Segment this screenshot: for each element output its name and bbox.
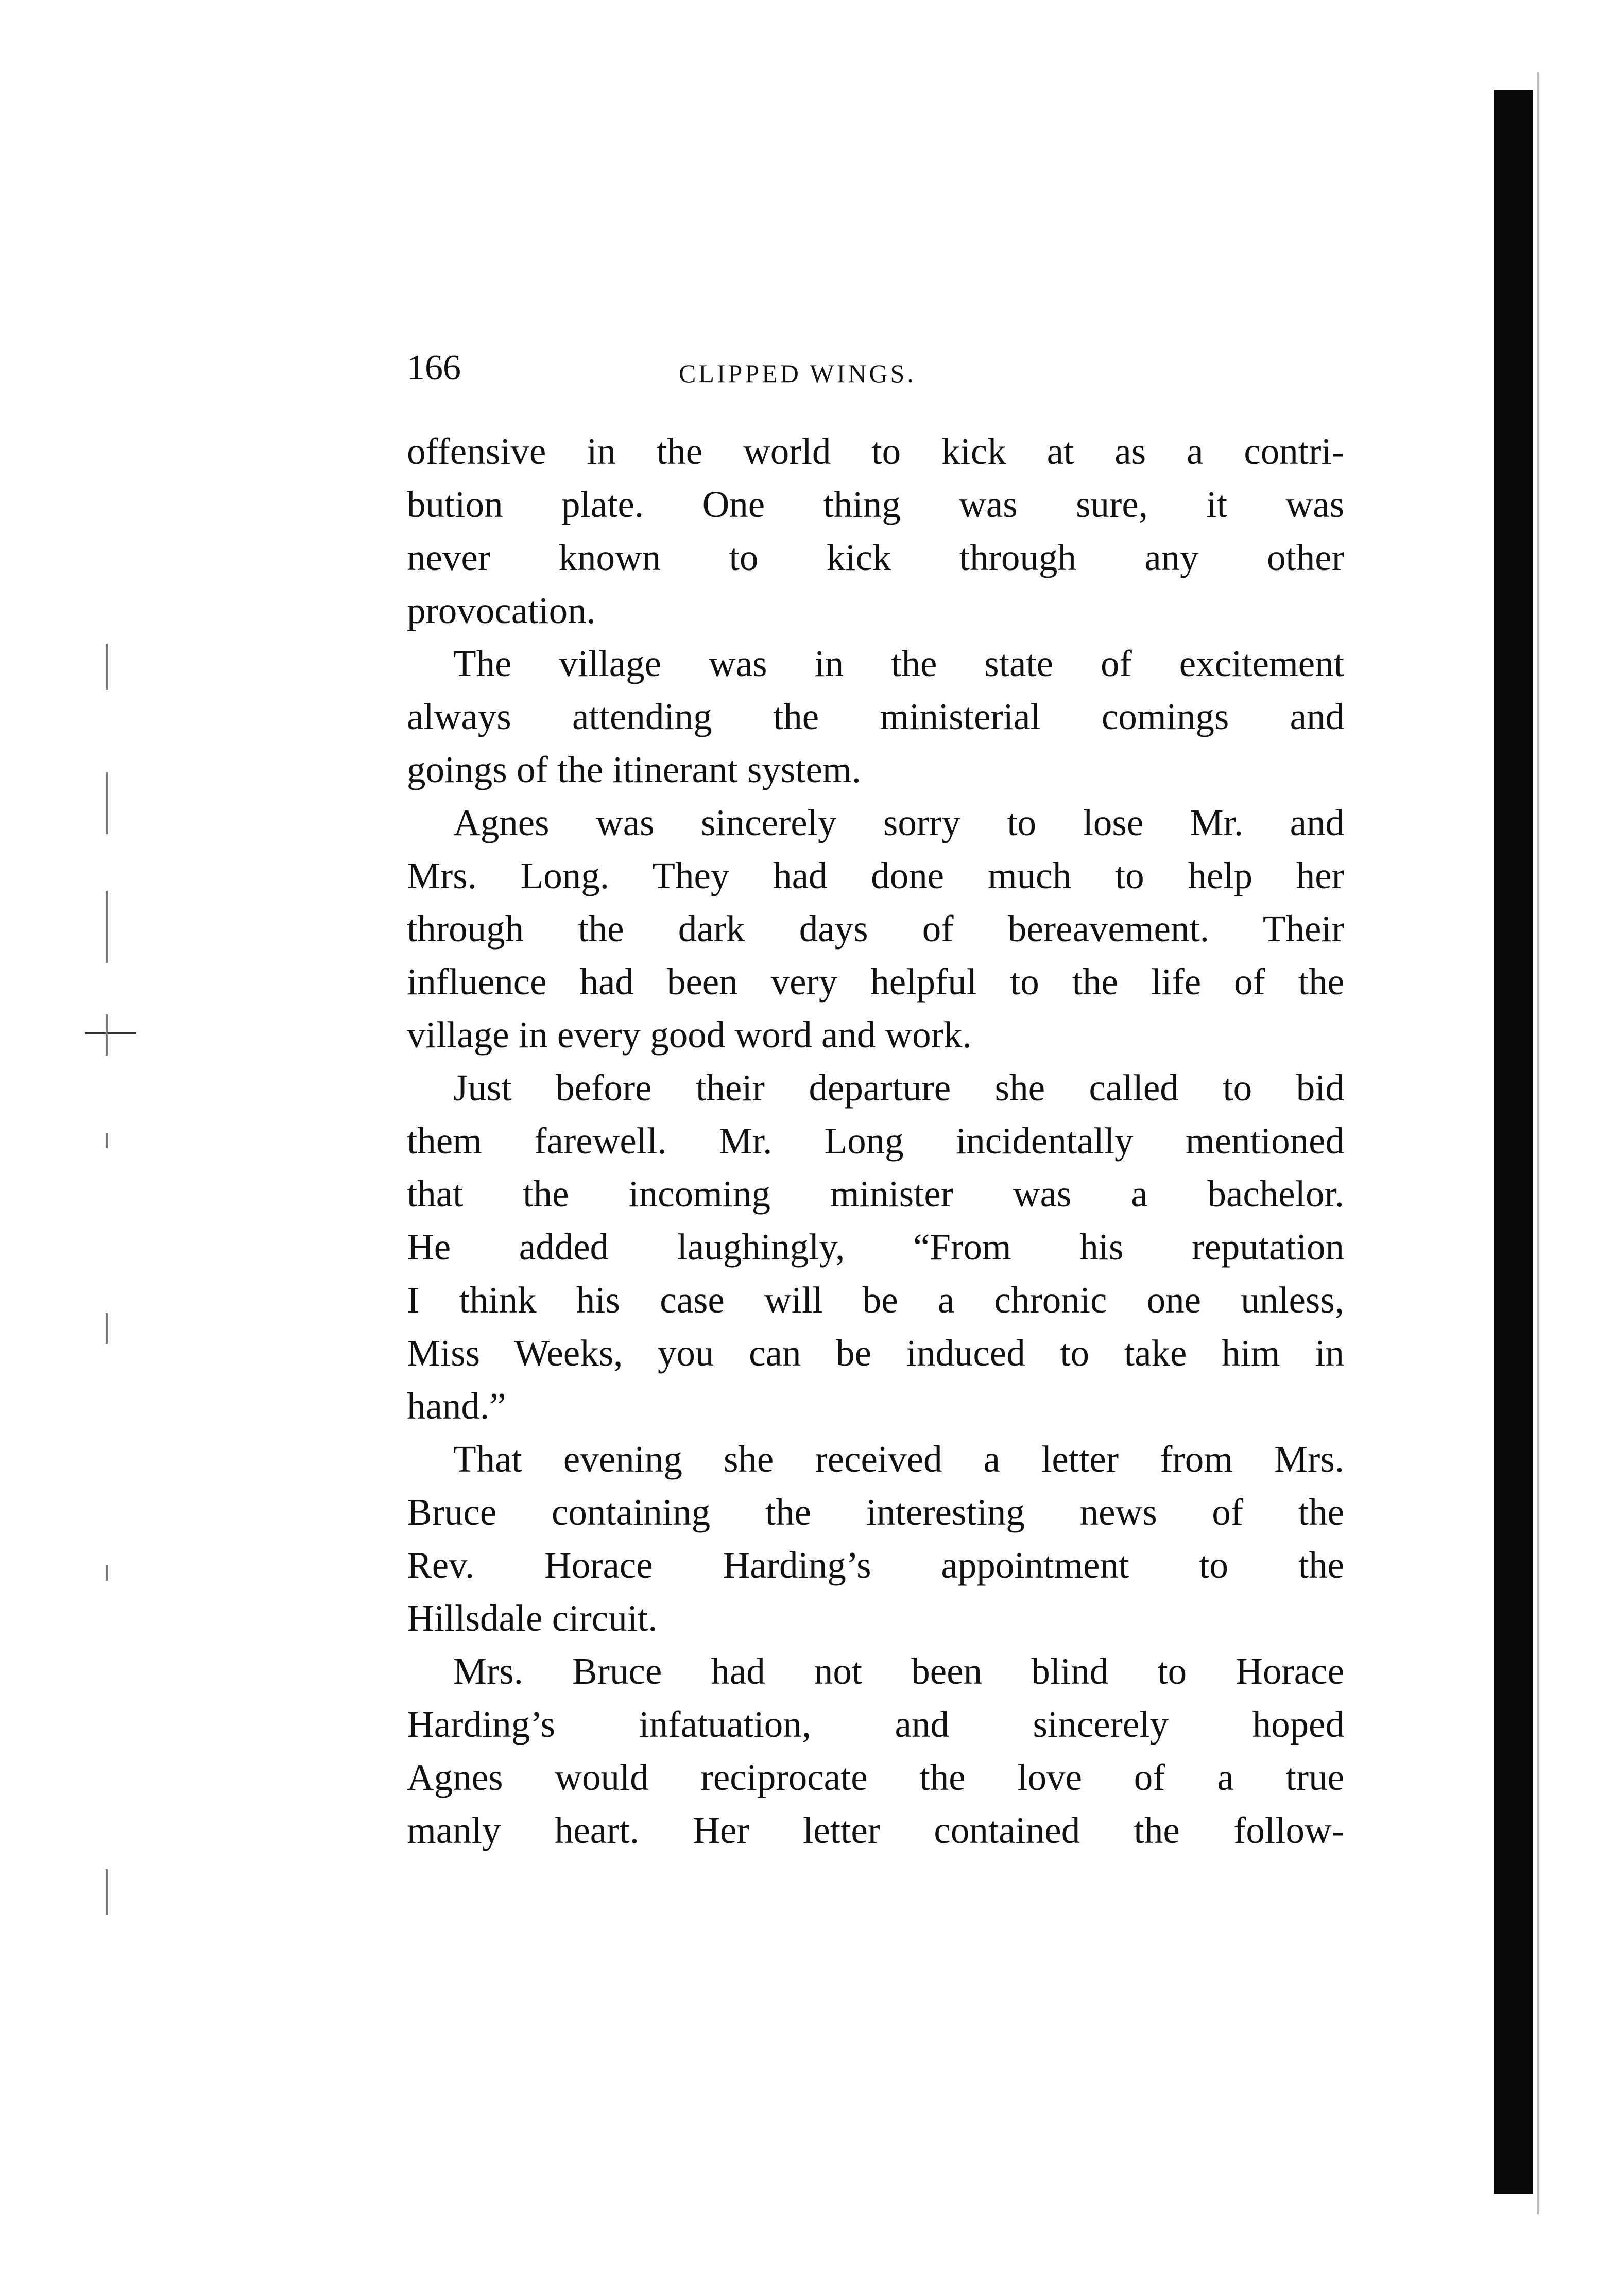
text-line: Mrs. Long. They had done much to help her [407, 855, 1344, 896]
running-title: CLIPPED WINGS. [679, 359, 916, 388]
text-line: Agnes would reciprocate the love of a true [407, 1756, 1344, 1798]
text-line: village in every good word and work. [407, 1014, 972, 1056]
text-line: that the incoming minister was a bachelor. [407, 1173, 1344, 1215]
gutter-scan-marks [85, 644, 142, 2137]
text-line: them farewell. Mr. Long incidentally mentioned [407, 1120, 1344, 1162]
text-line: The village was in the state of excitement [453, 643, 1344, 684]
text-line: Hillsdale circuit. [407, 1597, 658, 1639]
text-line: Bruce containing the interesting news of the [407, 1491, 1344, 1533]
text-line: He added laughingly, “From his reputation [407, 1226, 1344, 1268]
text-line: Agnes was sincerely sorry to lose Mr. and [453, 802, 1344, 843]
body-text [407, 425, 1344, 1857]
text-line: manly heart. Her letter contained the follow- [407, 1809, 1344, 1851]
page-header [407, 340, 1128, 396]
paragraph [407, 796, 1344, 1061]
paragraph [407, 425, 1344, 637]
text-line: offensive in the world to kick at as a contri- [407, 430, 1344, 472]
text-line: provocation. [407, 590, 596, 631]
text-line: Harding’s infatuation, and sincerely hoped [407, 1703, 1344, 1745]
page-number: 166 [407, 348, 461, 388]
text-line: goings of the itinerant system. [407, 749, 861, 790]
text-line: Mrs. Bruce had not been blind to Horace [453, 1650, 1344, 1692]
paragraph [407, 1061, 1344, 1432]
paragraph [407, 1645, 1344, 1857]
text-line: Rev. Horace Harding’s appointment to the [407, 1544, 1344, 1586]
text-line: influence had been very helpful to the life of the [407, 961, 1344, 1003]
text-line: bution plate. One thing was sure, it was [407, 484, 1344, 525]
paragraph [407, 1432, 1344, 1645]
scan-border-dark [1494, 90, 1533, 2194]
paragraph [407, 637, 1344, 796]
text-line: never known to kick through any other [407, 537, 1344, 578]
text-line: That evening she received a letter from Mrs. [453, 1438, 1344, 1480]
text-line: Just before their departure she called to bid [453, 1067, 1344, 1109]
text-line: hand.” [407, 1385, 506, 1427]
scan-border-light [1537, 72, 1539, 2214]
text-line: I think his case will be a chronic one unless, [407, 1279, 1344, 1321]
text-line: through the dark days of bereavement. Their [407, 908, 1344, 950]
text-line: always attending the ministerial comings and [407, 696, 1344, 737]
text-line: Miss Weeks, you can be induced to take him in [407, 1332, 1344, 1374]
